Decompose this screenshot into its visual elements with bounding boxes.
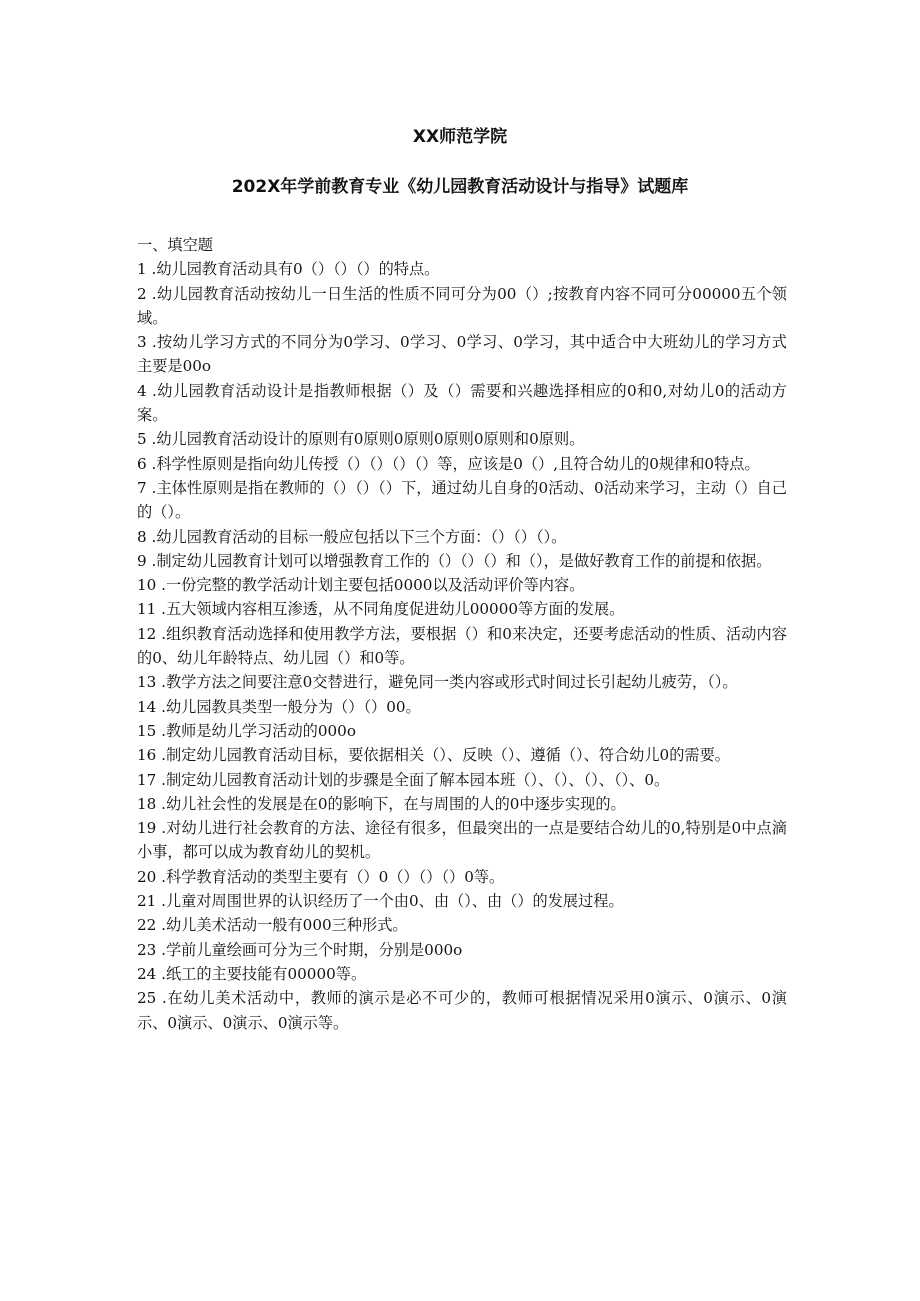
question-item: 24 .纸工的主要技能有00000等。 xyxy=(137,964,367,983)
question-item: 23 .学前儿童绘画可分为三个时期，分别是000o xyxy=(137,940,463,959)
school-title: XX师范学院 xyxy=(412,127,508,147)
question-item: 21 .儿童对周围世界的认识经历了一个由0、由（）、由（）的发展过程。 xyxy=(137,892,624,911)
question-item: 25 .在幼儿美术活动中，教师的演示是必不可少的，教师可根据情况采用0演示、0演示、0演示、0演示、0演示、0演示等。 xyxy=(137,989,787,1032)
question-item: 1 .幼儿园教育活动具有0（）（）（）的特点。 xyxy=(137,260,440,279)
question-item: 5 .幼儿园教育活动设计的原则有0原则0原则0原则0原则和0原则。 xyxy=(137,430,585,449)
question-bank-body xyxy=(137,233,787,1035)
question-item: 7 .主体性原则是指在教师的（）（）（）下，通过幼儿自身的0活动、0活动来学习，主动（）自己的（）。 xyxy=(137,478,787,522)
question-item: 22 .幼儿美术活动一般有000三种形式。 xyxy=(137,916,408,935)
question-item: 3 .按幼儿学习方式的不同分为0学习、0学习、0学习、0学习，其中适合中大班幼儿的学习方式主要是00o xyxy=(137,333,787,376)
question-item: 12 .组织教育活动选择和使用教学方法，要根据（）和0来决定，还要考虑活动的性质、活动内容的0、幼儿年龄特点、幼儿园（）和0等。 xyxy=(137,624,787,668)
question-item: 19 .对幼儿进行社会教育的方法、途径有很多，但最突出的一点是要结合幼儿的0,特别是0中点滴小事，都可以成为教育幼儿的契机。 xyxy=(137,819,787,862)
question-item: 13 .教学方法之间要注意0交替进行，避免同一类内容或形式时间过长引起幼儿疲劳，（）。 xyxy=(137,673,738,692)
section-heading: 一、填空题 xyxy=(137,236,213,254)
question-item: 6 .科学性原则是指向幼儿传授（）（）（）（）等，应该是0（）,且符合幼儿的0规律和0特点。 xyxy=(137,454,760,473)
question-item: 20 .科学教育活动的类型主要有（）0（）（）（）0等。 xyxy=(137,867,505,886)
question-item: 14 .幼儿园教具类型一般分为（）（）00。 xyxy=(137,697,421,716)
question-item: 11 .五大领域内容相互渗透，从不同角度促进幼儿00000等方面的发展。 xyxy=(137,600,625,619)
question-item: 4 .幼儿园教育活动设计是指教师根据（）及（）需要和兴趣选择相应的0和0,对幼儿0的活动方案。 xyxy=(137,381,787,425)
question-item: 2 .幼儿园教育活动按幼儿一日生活的性质不同可分为00（）;按教育内容不同可分00000五个领域。 xyxy=(137,284,787,327)
exam-title: 202X年学前教育专业《幼儿园教育活动设计与指导》试题库 xyxy=(231,177,689,197)
question-item: 15 .教师是幼儿学习活动的000o xyxy=(137,721,356,740)
question-item: 9 .制定幼儿园教育计划可以增强教育工作的（）（）（）和（），是做好教育工作的前提和依据。 xyxy=(137,551,772,570)
question-item: 17 .制定幼儿园教育活动计划的步骤是全面了解本园本班（）、（）、（）、（）、0。 xyxy=(137,770,670,789)
question-item: 18 .幼儿社会性的发展是在0的影响下，在与周围的人的0中逐步实现的。 xyxy=(137,794,626,813)
question-item: 10 .一份完整的教学活动计划主要包括0000以及活动评价等内容。 xyxy=(137,576,585,595)
question-item: 8 .幼儿园教育活动的目标一般应包括以下三个方面：（）（）（）。 xyxy=(137,527,567,546)
question-item: 16 .制定幼儿园教育活动目标，要依据相关（）、反映（）、遵循（）、符合幼儿0的需要。 xyxy=(137,746,730,765)
